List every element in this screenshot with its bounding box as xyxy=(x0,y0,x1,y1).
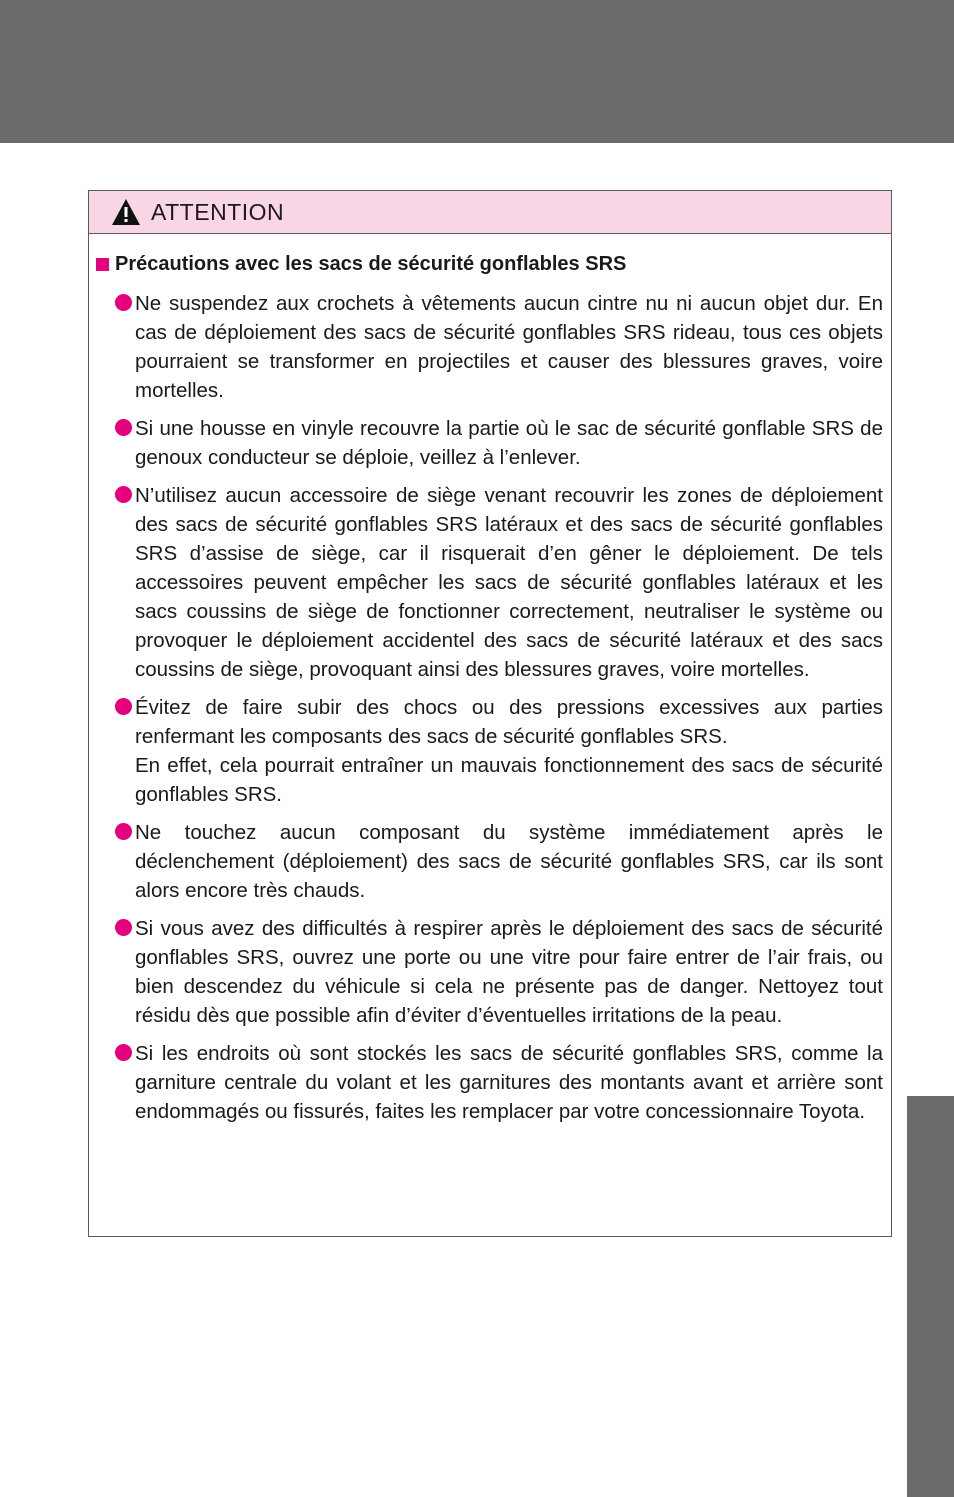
attention-box xyxy=(88,190,892,1237)
round-bullet-icon xyxy=(115,294,132,311)
warning-icon xyxy=(111,198,141,226)
square-bullet-icon xyxy=(96,258,109,271)
item-text: Si une housse en vinyle recouvre la partie où le sac de sécurité gonflable SRS de genoux conducteur se déploie, veillez à l’enlever. xyxy=(135,417,883,469)
list-item xyxy=(115,481,883,684)
item-text: Ne suspendez aux crochets à vêtements aucun cintre nu ni aucun objet dur. En cas de déploiement des sacs de sécurité gonflables SRS rideau, tous ces objets pourraient se transformer en projectiles et causer des blessures graves, voire mortelles. xyxy=(135,292,883,402)
side-chapter-tab xyxy=(907,1096,954,1497)
top-gray-band xyxy=(0,0,954,143)
round-bullet-icon xyxy=(115,698,132,715)
section-title xyxy=(96,253,626,276)
item-text: Si les endroits où sont stockés les sacs de sécurité gonflables SRS, comme la garniture centrale du volant et les garnitures des montants avant et arrière sont endommagés ou fissurés, faites les remplacer par votre concessionnaire Toyota. xyxy=(135,1042,883,1123)
round-bullet-icon xyxy=(115,419,132,436)
round-bullet-icon xyxy=(115,919,132,936)
attention-header xyxy=(89,191,891,234)
list-item xyxy=(115,914,883,1030)
round-bullet-icon xyxy=(115,1044,132,1061)
attention-label: ATTENTION xyxy=(151,198,285,225)
list-item xyxy=(115,1039,883,1126)
list-item xyxy=(115,289,883,405)
item-text: En effet, cela pourrait entraîner un mauvais fonctionnement des sacs de sécurité gonflables SRS. xyxy=(135,754,883,806)
precaution-list xyxy=(115,289,883,1135)
round-bullet-icon xyxy=(115,486,132,503)
list-item xyxy=(115,414,883,472)
item-text: N’utilisez aucun accessoire de siège venant recouvrir les zones de déploiement des sacs de sécurité gonflables SRS latéraux et des sacs de sécurité gonflables SRS d’assise de siège, car il risquerait d’en gêner le déploiement. De tels accessoires peuvent empêcher les sacs de sécurité gonflables latéraux et les sacs coussins de siège de fonctionner correctement, neutraliser le système ou provoquer le déploiement accidentel des sacs de sécurité latéraux et des sacs coussins de siège, provoquant ainsi des blessures graves, voire mortelles. xyxy=(135,484,883,681)
item-text: Si vous avez des difficultés à respirer après le déploiement des sacs de sécurité gonflables SRS, ouvrez une porte ou une vitre pour faire entrer de l’air frais, ou bien descendez du véhicule si cela ne présente pas de danger. Nettoyez tout résidu dès que possible afin d’éviter d’éventuelles irritations de la peau. xyxy=(135,917,883,1027)
list-item xyxy=(115,693,883,809)
round-bullet-icon xyxy=(115,823,132,840)
list-item xyxy=(115,818,883,905)
item-text: Évitez de faire subir des chocs ou des pressions excessives aux parties renfermant les composants des sacs de sécurité gonflables SRS. xyxy=(135,696,883,748)
section-title-text: Précautions avec les sacs de sécurité gonflables SRS xyxy=(115,253,627,275)
item-text: Ne touchez aucun composant du système immédiatement après le déclenchement (déploiement) des sacs de sécurité gonflables SRS, car ils sont alors encore très chauds. xyxy=(135,821,883,902)
